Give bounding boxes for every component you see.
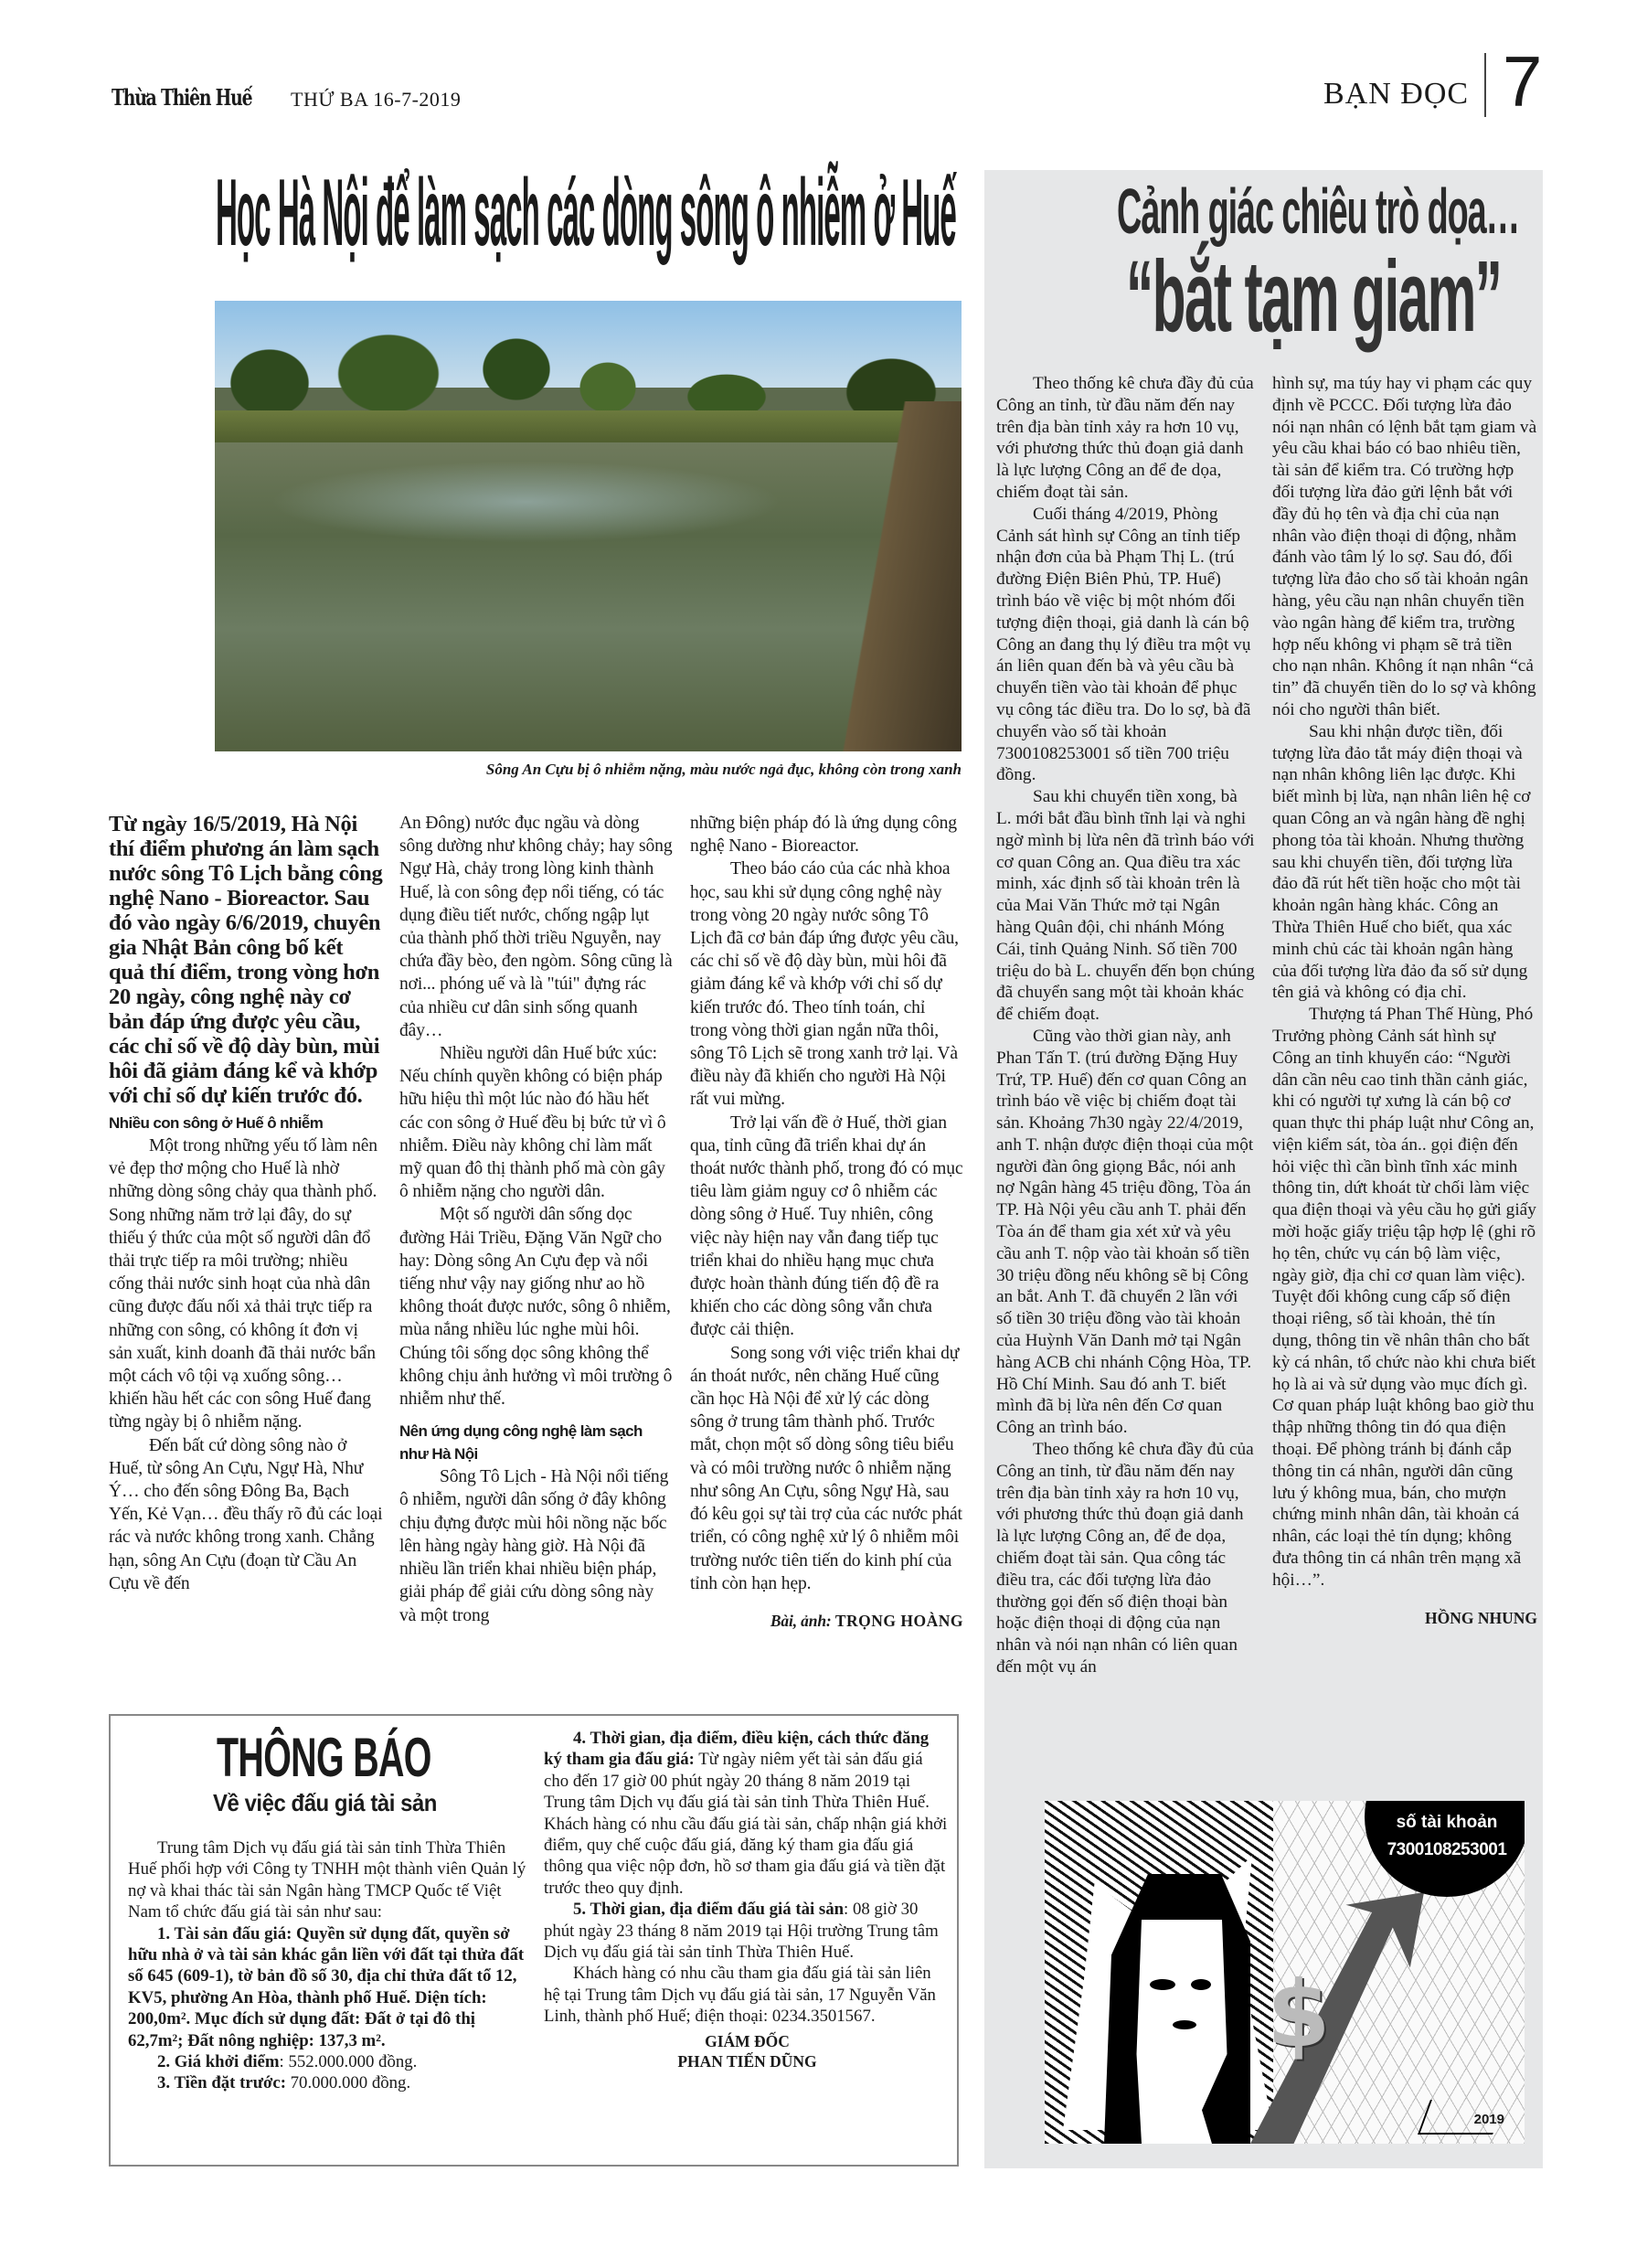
signer-title: GIÁM ĐỐC [705,2031,790,2050]
subheading: Nên ứng dụng công nghệ làm sạch như Hà Nội [399,1422,643,1464]
photo-right-bank [824,401,962,751]
article-column-3 [690,812,963,1633]
illustration-eye [1191,1979,1211,1990]
article-column-2 [399,812,674,1627]
notice-item-2 [128,2051,535,2072]
signer-name: PHAN TIẾN DŨNG [677,2051,817,2071]
notice-item-3 [128,2072,535,2093]
sidebar-title-line2: “bắt tạm giam” [1126,240,1502,353]
account-number: 7300108253001 [1387,1840,1507,1859]
paragraph: những biện pháp đó là ứng dụng công nghệ Nano - Bioreactor. [690,814,957,857]
sidebar-byline: HỒNG NHUNG [1425,1608,1537,1627]
byline-label: Bài, ảnh: [770,1611,832,1630]
issue-date: THỨ BA 16-7-2019 [291,88,462,111]
paragraph: Một số người dân sống dọc đường Hải Triều, Đặng Văn Ngữ cho hay: Dòng sông An Cựu đẹp và nổi tiếng như vậy nay giống như ao hồ không thoát được nước, sông ô nhiễm, mùa nắng nhiều lúc nghe mùi hôi. Chúng tôi sống dọc sông không thể không chịu ảnh hưởng vì môi trường ô nhiễm như thế. [399,1205,673,1410]
item-value: : 08 giờ 30 phút ngày 23 tháng 8 năm 2019 tại Hội trường Trung tâm Dịch vụ đấu giá tài sản tỉnh Thừa Thiên Huế. [544,1900,939,1963]
byline-author: TRỌNG HOÀNG [834,1611,963,1630]
item-value: 70.000.000 đồng. [285,2073,411,2093]
article-lead: Từ ngày 16/5/2019, Hà Nội thí điểm phương án làm sạch nước sông Tô Lịch bằng công nghệ Nano - Bioreactor. Sau đó vào ngày 6/6/2019, chuyên gia Nhật Bản công bố kết quả thí điểm, trong vòng hơn 20 ngày, công nghệ này cơ bản đáp ứng được yêu cầu, các chỉ số về độ dày bùn, mùi hôi đã giảm đáng kể và khớp với chỉ số dự kiến trước đó. [109,812,383,1108]
paragraph: Sông Tô Lịch - Hà Nội nổi tiếng ô nhiễm, người dân sống ở đây không chịu đựng được mùi hôi nồng nặc bốc lên hàng ngày hàng giờ. Hà Nội đã nhiều lần triển khai nhiều biện pháp, giải pháp để giải cứu dòng sông này và một trong [399,1467,669,1625]
item-label: 4. Thời gian, địa điểm, điều kiện, cách thức đăng ký tham gia đấu giá: [544,1729,930,1770]
scam-illustration [1045,1801,1525,2144]
paragraph: Theo thống kê chưa đầy đủ của Công an tỉnh, từ đầu năm đến nay trên địa bàn tỉnh xảy ra hơn 10 vụ, với phương thức thủ đoạn giả danh là lực lượng Công an, để đe dọa, chiếm đoạt tài sản. Qua công tác điều tra, các đối tượng lừa đảo thường gọi đến số điện thoại bàn hoặc điện thoại di động của nạn nhân và nói nạn nhân có liên quan đến một vụ án [996,1440,1254,1677]
dollar-sign-icon: $ [1267,1961,1331,2068]
illustration-mouth [1173,2020,1196,2029]
subheading: Nhiều con sông ở Huế ô nhiễm [109,1114,324,1132]
item-label: 5. Thời gian, địa điểm đấu giá tài sản [573,1900,845,1920]
article-title: Học Hà Nội để làm sạch các dòng sông ô nhiễm ở Huế [216,160,956,266]
paragraph: Cuối tháng 4/2019, Phòng Cảnh sát hình sự Công an tỉnh tiếp nhận đơn của bà Phạm Thị L. (trú đường Điện Biên Phủ, TP. Huế) trình báo về việc bị một nhóm đối tượng điện thoại, giả danh là cán bộ Công an đang thụ lý điều tra một vụ án liên quan đến bà và yêu cầu bà chuyển tiền vào tài khoản để phục vụ công tác điều tra. Do lo sợ, bà đã chuyển vào số tài khoản 7300108253001 số tiền 700 triệu đồng. [996,504,1251,785]
paragraph: Sau khi nhận được tiền, đối tượng lừa đảo tắt máy điện thoại và nạn nhân không liên lạc được. Khi biết mình bị lừa, nạn nhân liên hệ cơ quan Công an và ngân hàng đề nghị phong tỏa tài khoản. Nhưng thường sau khi chuyển tiền, đối tượng lừa đảo đã rút hết tiền hoặc cho một tài khoản ngân hàng khác. Công an Thừa Thiên Huế cho biết, qua xác minh chủ các tài khoản ngân hàng của đối tượng lừa đảo đa số sử dụng tên giả và không có địa chỉ. [1272,721,1531,1003]
article-photo-river [215,301,962,751]
paragraph: Song song với việc triển khai dự án thoát nước, nên chăng Huế cũng cần học Hà Nội để xử lý các dòng sông ở trung tâm thành phố. Trước mắt, chọn một số dòng sông tiêu biểu và có môi trường nước ô nhiễm nặng như sông An Cựu, sông Ngự Hà, sau đó kêu gọi sự tài trợ của các nước phát triển, có công nghệ xử lý ô nhiễm môi trường nước tiên tiến do kinh phí của tỉnh còn hạn hẹp. [690,1343,962,1593]
notice-column-2 [544,1728,951,2071]
item-value: Từ ngày niêm yết tài sản đấu giá cho đến 17 giờ 00 phút ngày 20 tháng 8 năm 2019 tại Trung tâm Dịch vụ đấu giá tài sản tỉnh Thừa Thiên Huế. Khách hàng có nhu cầu đấu giá tài sản, chấp nhận giá khởi điểm, quy chế cuộc đấu giá, đăng ký tham gia đấu giá thông qua việc nộp đơn, hồ sơ tham gia đấu giá và tiền đặt trước theo quy định. [544,1750,948,1898]
paragraph: An Đông) nước đục ngầu và dòng sông dường như không chảy; hay sông Ngự Hà, chảy trong lòng kinh thành Huế, là con sông đẹp nổi tiếng, có tác dụng điều tiết nước, chống ngập lụt của thành phố thời triều Nguyễn, nay chứa đầy bèo, đen ngòm. Sông cũng là nơi... phóng uế và là "túi" đựng rác của nhiều cư dân sinh sống quanh đây… [399,814,673,1040]
notice-subtitle: Về việc đấu giá tài sản [213,1789,437,1816]
notice-contact: Khách hàng có nhu cầu tham gia đấu giá tài sản liên hệ tại Trung tâm Dịch vụ đấu giá tài sản, 17 Nguyễn Văn Linh, thành phố Huế; điện thoại: 0234.3501567. [544,1964,936,2027]
notice-item-1: 1. Tài sản đấu giá: Quyền sử dụng đất, quyền sở hữu nhà ở và tài sản khác gắn liền với đất tại thửa đất số 645 (609-1), tờ bản đồ số 30, địa chỉ thửa đất tổ 12, KV5, phường An Hòa, thành phố Huế. Diện tích: 200,0m². Mục đích sử dụng đất: Đất ở tại đô thị 62,7m²; Đất nông nghiệp: 137,3 m². [128,1923,525,2050]
paragraph: Nhiều người dân Huế bức xúc: Nếu chính quyền không có biện pháp hữu hiệu thì một lúc nào đó hầu hết các con sông ở Huế đều bị bức tử vì ô nhiễm. Điều này không chỉ làm mất mỹ quan đô thị thành phố mà còn gây ô nhiễm nặng cho người dân. [399,1044,666,1202]
notice-item-4 [544,1728,951,1899]
photo-caption: Sông An Cựu bị ô nhiễm nặng, màu nước ngả đục, không còn trong xanh [485,761,962,778]
photo-reflection [270,461,781,543]
header-divider [1484,53,1486,117]
section-name: BẠN ĐỌC [1323,77,1470,111]
notice-item-5 [544,1899,951,1963]
paragraph: Theo báo cáo của các nhà khoa học, sau khi sử dụng công nghệ này trong vòng 20 ngày nước sông Tô Lịch đã cơ bản đáp ứng được yêu cầu, các chỉ số về độ dày bùn, mùi hôi đã giảm đáng kể và khớp với chỉ số dự kiến trước đó. Theo tính toán, chỉ trong vòng thời gian ngắn nữa thôi, sông Tô Lịch sẽ trong xanh trở lại. Và điều này đã khiến cho người Hà Nội rất vui mừng. [690,859,959,1110]
item-label: 3. Tiền đặt trước: [157,2073,286,2093]
article-byline [690,1610,963,1633]
paragraph: Trở lại vấn đề ở Huế, thời gian qua, tỉnh cũng đã triển khai dự án thoát nước thành phố, trong đó có mục tiêu làm giảm nguy cơ ô nhiễm các dòng sông ở Huế. Tuy nhiên, công việc này hiện nay vẫn đang tiếp tục triển khai do nhiều hạng mục chưa được hoàn thành đúng tiến độ đề ra khiến cho các dòng sông vẫn chưa được cải thiện. [690,1113,963,1340]
account-label: số tài khoản [1396,1813,1498,1832]
item-value: : 552.000.000 đồng. [279,2052,418,2072]
paragraph: Theo thống kê chưa đầy đủ của Công an tỉnh, từ đầu năm đến nay trên địa bàn tỉnh xảy ra hơn 10 vụ, với phương thức thủ đoạn giả danh là lực lượng Công an để đe dọa, chiếm đoạt tài sản. [996,374,1254,502]
signature-year: 2019 [1473,2112,1504,2127]
sidebar-column-1 [996,373,1257,1678]
notice-column-1 [128,1837,535,2094]
paragraph: Cũng vào thời gian này, anh Phan Tấn T. (trú đường Đặng Huy Trứ, TP. Huế) đến cơ quan Công an trình báo về việc bị chiếm đoạt tài sản. Khoảng 7h30 ngày 22/4/2019, anh T. nhận được điện thoại của một người đàn ông giọng Bắc, nói anh nợ Ngân hàng 45 triệu đồng, Tòa án TP. Hà Nội yêu cầu anh T. phải đến Tòa án để tham gia xét xử và yêu cầu anh T. nộp vào tài khoản số tiền 30 triệu đồng nếu không sẽ bị Công an bắt. Anh T. đã chuyển 2 lần với số tiền 30 triệu đồng vào tài khoản của Huỳnh Văn Danh mở tại Ngân hàng ACB chi nhánh Cộng Hòa, TP. Hồ Chí Minh. Sau đó anh T. biết mình đã bị lừa nên đến Cơ quan Công an trình báo. [996,1026,1254,1438]
article-column-1 [109,812,383,1595]
sidebar-title-line1: Cảnh giác chiêu trò dọa… [1117,176,1520,247]
illustration-eye [1150,1979,1175,1990]
paragraph: Đến bất cứ dòng sông nào ở Huế, từ sông An Cựu, Ngự Hà, Như Ý… cho đến sông Đông Ba, Bạch Yến, Kẻ Vạn… đều thấy rõ đủ các loại rác và nước không trong xanh. Chẳng hạn, sông An Cựu (đoạn từ Cầu An Cựu về đến [109,1435,383,1593]
paragraph: hình sự, ma túy hay vi phạm các quy định về PCCC. Đối tượng lừa đảo nói nạn nhân có lệnh bắt tạm giam và yêu cầu khai báo có bao nhiêu tiền, tài sản để kiểm tra. Có trường hợp đối tượng lừa đảo gửi lệnh bắt với đầy đủ họ tên và địa chỉ của nạn nhân vào điện thoại di động, nhằm đánh vào tâm lý lo sợ. Sau đó, đối tượng lừa đảo cho số tài khoản ngân hàng, yêu cầu nạn nhân chuyển tiền vào ngân hàng để kiểm tra, trường hợp nếu không vi phạm sẽ trả tiền cho nạn nhân. Không ít nạn nhân “cả tin” đã chuyển tiền do lo sợ và không nói cho người thân biết. [1272,374,1537,719]
page-number: 7 [1503,41,1543,122]
sidebar-column-2 [1272,373,1537,1629]
paragraph: Một trong những yếu tố làm nên vẻ đẹp thơ mộng cho Huế là nhờ những dòng sông chảy qua thành phố. Song những năm trở lại đây, do sự thiếu ý thức của một số người dân đổ thải trực tiếp ra môi trường; nhiều cống thải nước sinh hoạt của nhà dân cũng được đấu nối xả thải trực tiếp ra những con sông, có không ít đơn vị sản xuất, kinh doanh đã thải nước bẩn một cách vô tội vạ xuống sông… khiến hầu hết các con sông Huế đang từng ngày bị ô nhiễm nặng. [109,1136,377,1432]
paragraph: Thượng tá Phan Thế Hùng, Phó Trưởng phòng Cảnh sát hình sự Công an tỉnh khuyến cáo: “Người dân cần nêu cao tinh thần cảnh giác, khi có người tự xưng là cán bộ cơ quan thực thi pháp luật như Công an, viện kiểm sát, tòa án.. gọi điện đến hỏi việc thì cần bình tĩnh xác minh thông tin, dứt khoát từ chối làm việc qua điện thoại và yêu cầu họ gửi giấy mời hoặc giấy triệu tập hợp lệ (ghi rõ họ tên, chức vụ cán bộ làm việc, ngày giờ, địa chỉ cơ quan làm việc). Tuyệt đối không cung cấp số điện thoại riêng, số tài khoản, thẻ tín dụng, thông tin về nhân thân cho bất kỳ cá nhân, tổ chức nào khi chưa biết họ là ai và sử dụng vào mục đích gì. Cơ quan pháp luật không bao giờ thu thập những thông tin đó qua điện thoại. Để phòng tránh bị đánh cắp thông tin cá nhân, người dân cũng lưu ý không mua, bán, cho mượn chứng minh nhân dân, tài khoản cá nhân, các loại thẻ tín dụng; không đưa thông tin cá nhân trên mạng xã hội…”. [1272,1005,1536,1590]
notice-intro: Trung tâm Dịch vụ đấu giá tài sản tỉnh Thừa Thiên Huế phối hợp với Công ty TNHH một thành viên Quản lý nợ và khai thác tài sản Ngân hàng TMCP Quốc tế Việt Nam tổ chức đấu giá tài sản như sau: [128,1838,526,1922]
item-label: 2. Giá khởi điểm [157,2052,280,2072]
newspaper-name: Thừa Thiên Huế [112,84,252,111]
notice-title: THÔNG BÁO [217,1727,431,1788]
paragraph: Sau khi chuyển tiền xong, bà L. mới bắt đầu bình tĩnh lại và nghi ngờ mình bị lừa nên đã trình báo với cơ quan Công an. Qua điều tra xác minh, xác định số tài khoản trên là của Mai Văn Thức mở tại Ngân hàng Quân đội, chi nhánh Móng Cái, tỉnh Quảng Ninh. Số tiền 700 triệu do bà L. chuyển đến bọn chúng đã chuyển sang một tài khoản khác để chiếm đoạt. [996,787,1255,1025]
